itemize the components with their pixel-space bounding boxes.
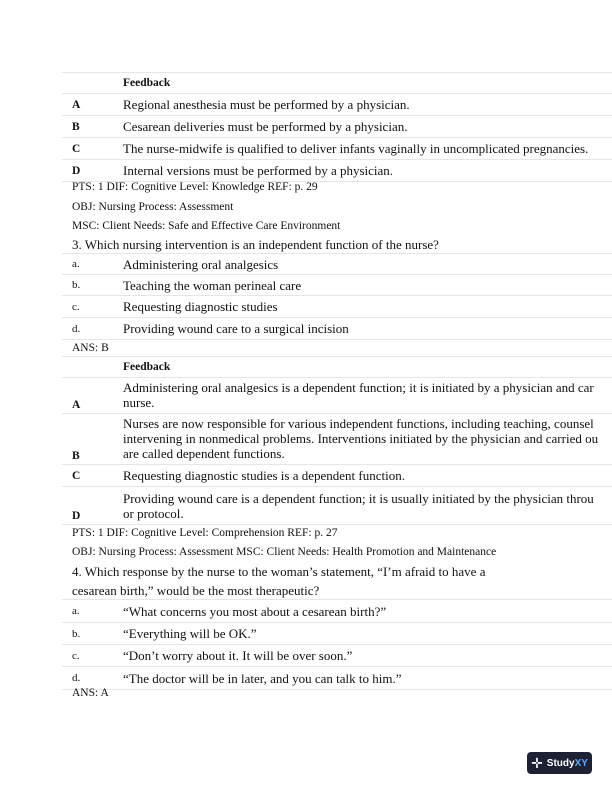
badge-label: StudyXY: [546, 757, 588, 769]
q4-question-line2: cesarean birth,” would be the most therapeutic?: [72, 583, 320, 598]
option-row: [62, 275, 612, 296]
option-text: “Don’t worry about it. It will be over soon.”: [123, 648, 353, 663]
feedback-text: nurse.: [123, 395, 155, 410]
feedback-row: [62, 138, 612, 160]
feedback-letter: C: [72, 469, 81, 482]
option-text: Administering oral analgesics: [123, 256, 279, 272]
feedback-letter: A: [72, 98, 81, 111]
feedback-text: Regional anesthesia must be performed by a physician.: [123, 97, 410, 112]
option-row: [62, 318, 612, 340]
feedback-row: [62, 116, 612, 138]
feedback-letter: A: [72, 399, 81, 411]
q2-obj: OBJ: Nursing Process: Assessment: [72, 201, 234, 213]
option-text: Providing wound care to a surgical incision: [123, 321, 349, 336]
q4-answer: ANS: A: [72, 687, 109, 699]
option-row: [62, 599, 612, 623]
option-row: [62, 253, 612, 275]
q2-feedback-table: [62, 72, 612, 182]
q2-pts: PTS: 1 DIF: Cognitive Level: Knowledge REF: p. 29: [72, 181, 318, 193]
feedback-letter: D: [72, 164, 81, 177]
option-row: [62, 623, 612, 645]
feedback-row: [62, 414, 612, 465]
feedback-row: [62, 160, 612, 182]
feedback-header-row: [62, 356, 612, 378]
option-letter: d.: [72, 322, 81, 335]
feedback-text: Internal versions must be performed by a physician.: [123, 163, 394, 178]
option-text: “Everything will be OK.”: [123, 626, 257, 641]
feedback-header: Feedback: [123, 361, 171, 373]
q3-obj-msc: OBJ: Nursing Process: Assessment MSC: Client Needs: Health Promotion and Maintenance: [72, 546, 497, 558]
option-letter: b.: [72, 279, 81, 291]
studyxy-badge[interactable]: [527, 752, 592, 774]
feedback-header-row: [62, 72, 612, 94]
option-row: [62, 667, 612, 690]
feedback-text: Nurses are now responsible for various independent functions, including teaching, counsel: [123, 416, 594, 431]
q3-pts: PTS: 1 DIF: Cognitive Level: Comprehension REF: p. 27: [72, 527, 338, 539]
feedback-letter: D: [72, 510, 81, 522]
q3-feedback-table: [62, 356, 612, 525]
option-letter: c.: [72, 300, 80, 313]
plus-icon: ✛: [531, 755, 543, 771]
q2-msc: MSC: Client Needs: Safe and Effective Care Environment: [72, 220, 341, 232]
feedback-header: Feedback: [123, 77, 171, 89]
option-letter: d.: [72, 672, 81, 684]
feedback-row: [62, 465, 612, 487]
feedback-row: [62, 487, 612, 525]
option-row: [62, 296, 612, 318]
feedback-row: [62, 378, 612, 414]
q3-answer: ANS: B: [72, 342, 109, 354]
option-text: “What concerns you most about a cesarean birth?”: [123, 603, 387, 619]
q4-question-line1: 4. Which response by the nurse to the woman’s statement, “I’m afraid to have a: [72, 564, 486, 579]
option-letter: a.: [72, 258, 80, 270]
q3-options-table: [62, 253, 612, 340]
option-text: “The doctor will be in later, and you can talk to him.”: [123, 670, 402, 686]
option-letter: c.: [72, 649, 80, 662]
feedback-text: Administering oral analgesics is a dependent function; it is initiated by a physician and car: [123, 380, 594, 395]
q4-options-table: [62, 599, 612, 690]
feedback-letter: B: [72, 120, 80, 133]
feedback-text: The nurse-midwife is qualified to deliver infants vaginally in uncomplicated pregnancies.: [123, 141, 589, 156]
feedback-row: [62, 94, 612, 116]
feedback-text: intervening in nonmedical problems. Interventions initiated by the physician and carried ou: [123, 431, 599, 446]
feedback-letter: B: [72, 450, 80, 462]
option-text: Requesting diagnostic studies: [123, 299, 278, 314]
feedback-text: Requesting diagnostic studies is a dependent function.: [123, 468, 405, 483]
feedback-text: or protocol.: [123, 506, 184, 521]
option-letter: b.: [72, 627, 81, 640]
option-letter: a.: [72, 605, 80, 617]
option-text: Teaching the woman perineal care: [123, 277, 302, 293]
feedback-text: Cesarean deliveries must be performed by a physician.: [123, 119, 408, 134]
feedback-letter: C: [72, 142, 81, 155]
feedback-text: are called dependent functions.: [123, 446, 285, 461]
option-row: [62, 645, 612, 667]
feedback-text: Providing wound care is a dependent function; it is usually initiated by the physician throu: [123, 491, 594, 506]
q3-question: 3. Which nursing intervention is an independent function of the nurse?: [72, 237, 439, 252]
